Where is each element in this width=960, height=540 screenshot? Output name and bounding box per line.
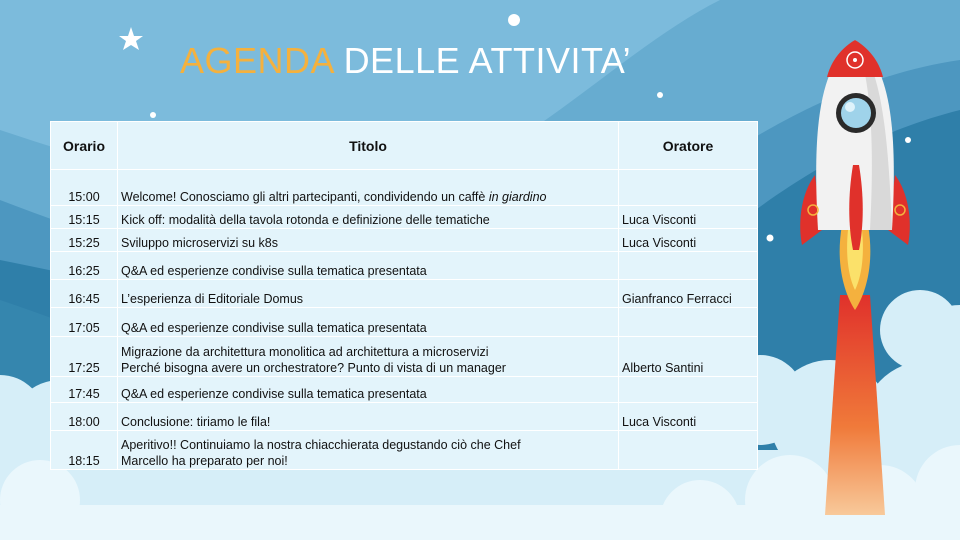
row-title: Kick off: modalità della tavola rotonda e definizione delle tematiche xyxy=(118,206,619,229)
row-title xyxy=(118,431,619,470)
agenda-table xyxy=(50,121,758,470)
table-row xyxy=(51,403,758,431)
row-title: Q&A ed esperienze condivise sulla tematica presentata xyxy=(118,308,619,337)
row-time: 16:25 xyxy=(51,252,118,280)
row-title: Sviluppo microservizi su k8s xyxy=(118,229,619,252)
row-time: 15:00 xyxy=(51,170,118,206)
row-time: 16:45 xyxy=(51,280,118,308)
table-row xyxy=(51,308,758,337)
row-speaker: Alberto Santini xyxy=(619,337,758,377)
row-title xyxy=(118,170,619,206)
table-row xyxy=(51,431,758,470)
table-row xyxy=(51,170,758,206)
row-title: Q&A ed esperienze condivise sulla tematica presentata xyxy=(118,252,619,280)
row-time: 18:00 xyxy=(51,403,118,431)
row-time: 18:15 xyxy=(51,431,118,470)
title-highlight: AGENDA xyxy=(180,40,334,81)
row-time: 15:15 xyxy=(51,206,118,229)
row-title-line1: Aperitivo!! Continuiamo la nostra chiacchierata degustando ciò che Chef xyxy=(121,438,521,452)
table-row xyxy=(51,377,758,403)
row-time: 17:25 xyxy=(51,337,118,377)
table-row xyxy=(51,252,758,280)
row-speaker xyxy=(619,431,758,470)
rocket-illustration xyxy=(790,35,920,515)
row-speaker xyxy=(619,308,758,337)
row-time: 15:25 xyxy=(51,229,118,252)
table-row xyxy=(51,229,758,252)
row-title: Conclusione: tiriamo le fila! xyxy=(118,403,619,431)
row-title-emphasis: in giardino xyxy=(488,190,547,204)
row-title xyxy=(118,337,619,377)
row-title: Q&A ed esperienze condivise sulla tematica presentata xyxy=(118,377,619,403)
page-title xyxy=(180,40,631,82)
row-speaker: Luca Visconti xyxy=(619,206,758,229)
row-title-line2: Perché bisogna avere un orchestratore? Punto di vista di un manager xyxy=(121,361,506,375)
header-speaker: Oratore xyxy=(619,122,758,170)
row-title-line2: Marcello ha preparato per noi! xyxy=(121,454,288,468)
table-header-row xyxy=(51,122,758,170)
row-speaker: Gianfranco Ferracci xyxy=(619,280,758,308)
table-row xyxy=(51,337,758,377)
row-speaker xyxy=(619,377,758,403)
row-time: 17:05 xyxy=(51,308,118,337)
title-rest: DELLE ATTIVITA’ xyxy=(343,40,632,81)
row-title: L’esperienza di Editoriale Domus xyxy=(118,280,619,308)
row-speaker xyxy=(619,252,758,280)
row-speaker xyxy=(619,170,758,206)
row-speaker: Luca Visconti xyxy=(619,229,758,252)
header-time: Orario xyxy=(51,122,118,170)
row-title-text: Welcome! Conosciamo gli altri partecipanti, condividendo un caffè xyxy=(121,190,486,204)
table-row xyxy=(51,206,758,229)
row-speaker: Luca Visconti xyxy=(619,403,758,431)
row-time: 17:45 xyxy=(51,377,118,403)
header-title: Titolo xyxy=(118,122,619,170)
row-title-line1: Migrazione da architettura monolitica ad architettura a microservizi xyxy=(121,345,489,359)
table-row xyxy=(51,280,758,308)
